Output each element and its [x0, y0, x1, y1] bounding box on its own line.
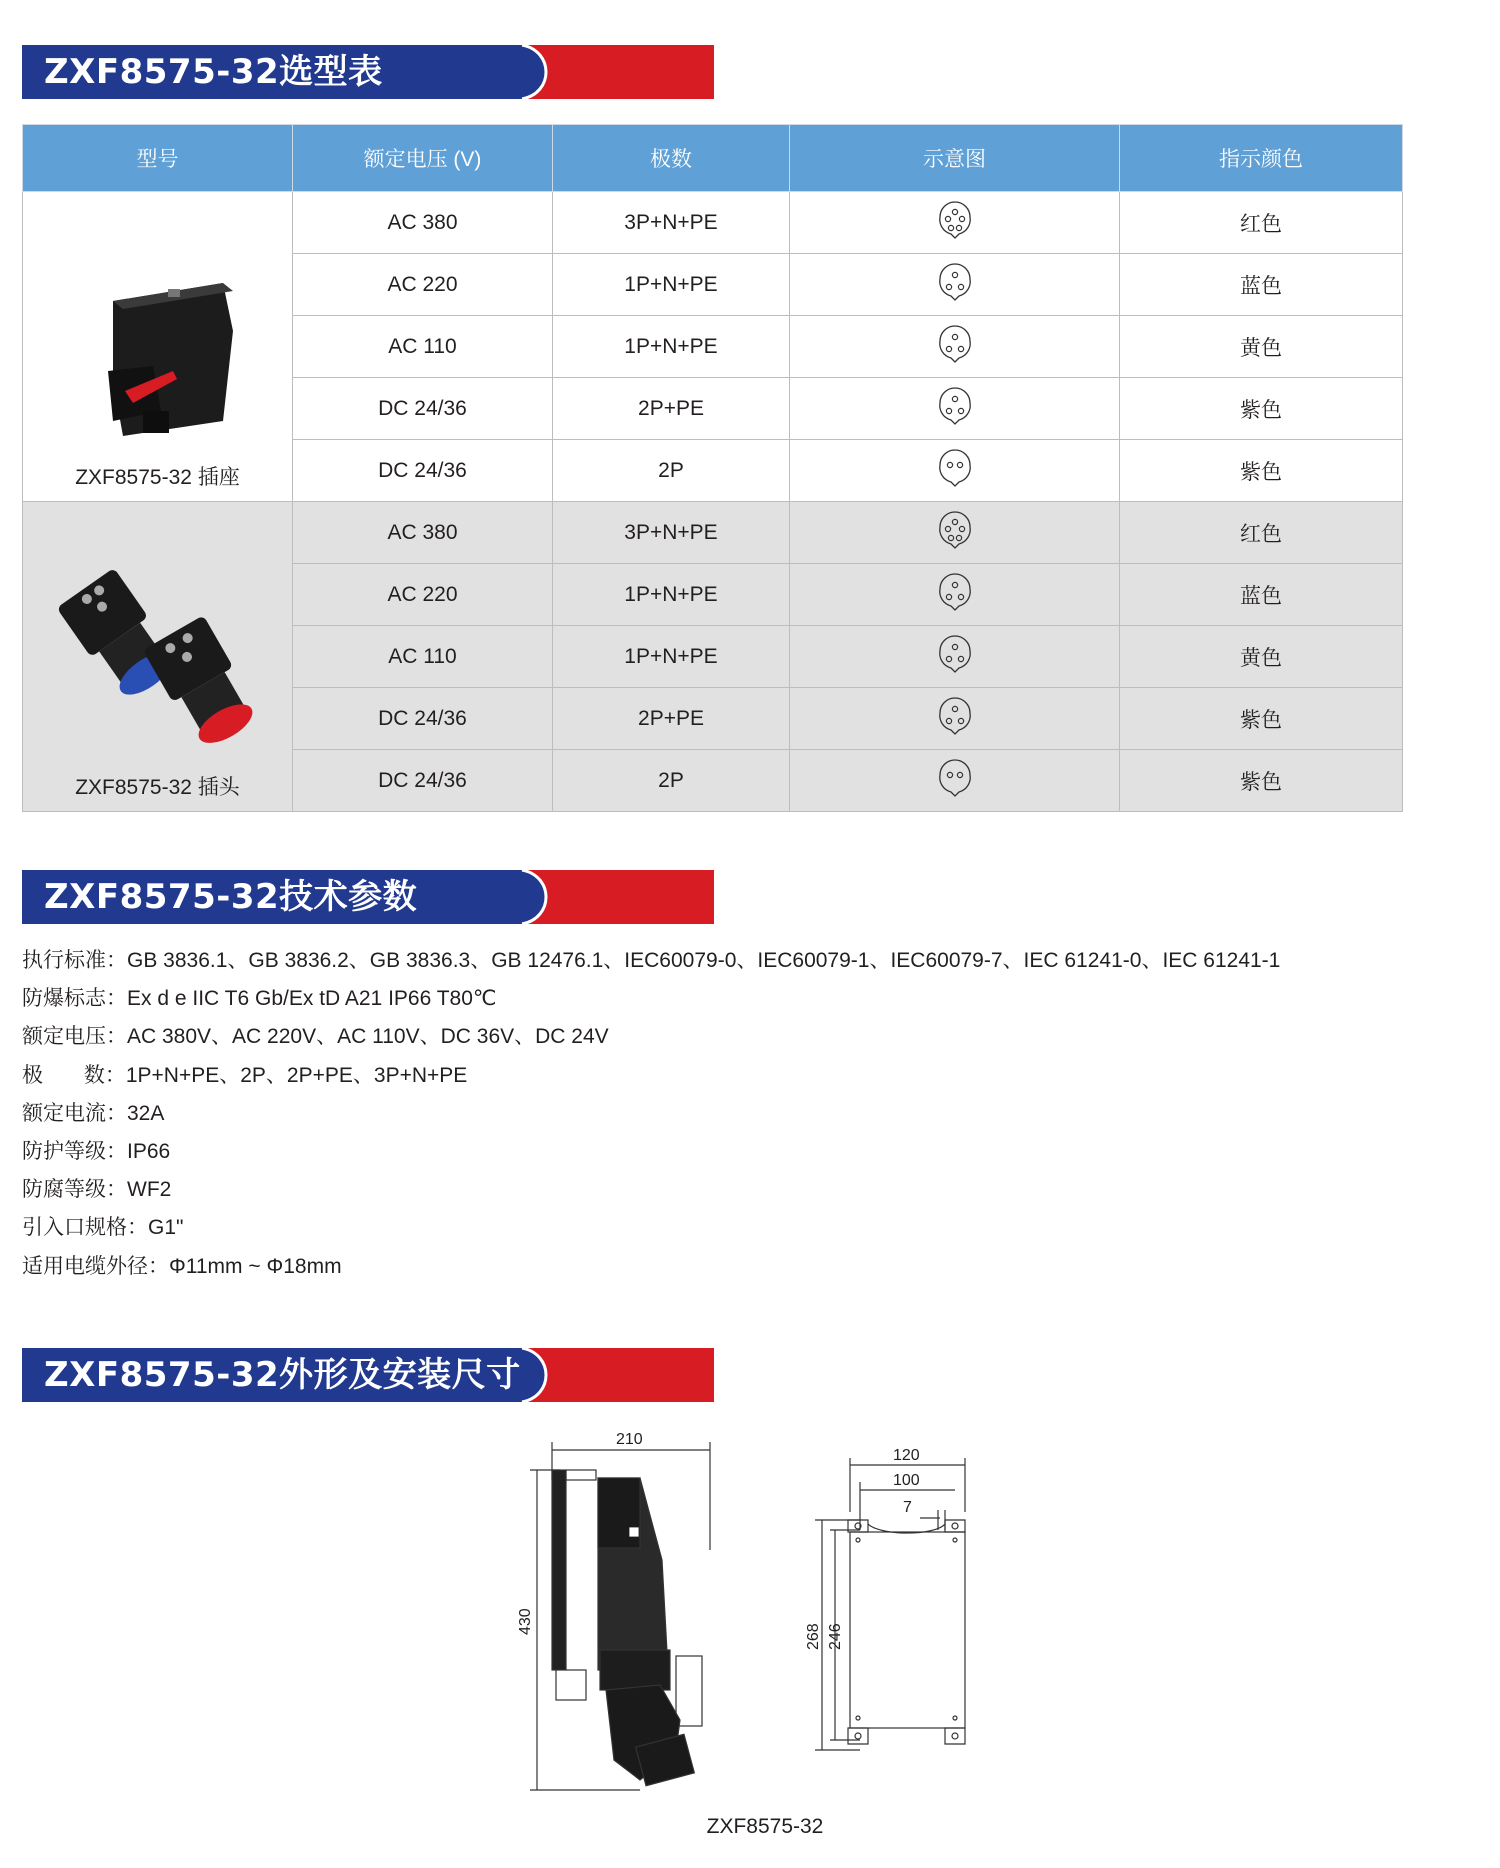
poles-cell: 2P+PE: [553, 378, 790, 440]
diagram-cell: [790, 440, 1120, 502]
dim-side-height: 430: [517, 1608, 534, 1635]
spec-value: 32A: [127, 1101, 165, 1125]
poles-cell: 1P+N+PE: [553, 564, 790, 626]
3-pin-icon: [935, 324, 975, 364]
spec-value: WF2: [127, 1178, 172, 1202]
header-voltage: 额定电压 (V): [293, 125, 553, 192]
diagram-cell: [790, 626, 1120, 688]
voltage-cell: DC 24/36: [293, 440, 553, 502]
spec-row: [22, 1133, 1422, 1171]
side-view-drawing: [530, 1442, 710, 1790]
header-poles: 极数: [553, 125, 790, 192]
spec-row: [22, 942, 1422, 980]
diagram-cell: [790, 192, 1120, 254]
product-cell: [23, 502, 293, 812]
poles-cell: 1P+N+PE: [553, 626, 790, 688]
diagram-cell: [790, 750, 1120, 812]
header-model: 型号: [23, 125, 293, 192]
section-banner-dimensions: [22, 1348, 714, 1402]
spec-value: Ex d e IIC T6 Gb/Ex tD A21 IP66 T80℃: [127, 987, 497, 1011]
diagram-cell: [790, 564, 1120, 626]
dim-mount-inner-height: 246: [827, 1623, 844, 1650]
2-pin-icon: [935, 758, 975, 798]
mounting-plate-drawing: [815, 1458, 965, 1750]
color-cell: 紫色: [1120, 378, 1403, 440]
color-cell: 黄色: [1120, 316, 1403, 378]
selection-table: [22, 124, 1403, 812]
poles-cell: 2P+PE: [553, 688, 790, 750]
spec-value: Φ11mm ~ Φ18mm: [169, 1254, 342, 1278]
voltage-cell: AC 110: [293, 626, 553, 688]
dimension-drawing: [0, 1420, 1500, 1840]
poles-cell: 3P+N+PE: [553, 502, 790, 564]
section-banner-selection: [22, 45, 714, 99]
dim-mount-slot: 7: [903, 1499, 912, 1516]
spec-row: [22, 1018, 1422, 1056]
color-cell: 蓝色: [1120, 564, 1403, 626]
product-label: ZXF8575-32 插座: [75, 466, 240, 489]
voltage-cell: DC 24/36: [293, 378, 553, 440]
spec-label: 额定电流：: [22, 1101, 127, 1125]
3-pin-icon: [935, 386, 975, 426]
voltage-cell: AC 380: [293, 192, 553, 254]
spec-label: 引入口规格：: [22, 1216, 148, 1240]
3-pin-icon: [935, 572, 975, 612]
poles-cell: 1P+N+PE: [553, 254, 790, 316]
section-title: ZXF8575-32技术参数: [44, 877, 418, 917]
voltage-cell: DC 24/36: [293, 750, 553, 812]
voltage-cell: AC 110: [293, 316, 553, 378]
diagram-cell: [790, 316, 1120, 378]
spec-label: 适用电缆外径：: [22, 1254, 169, 1278]
poles-cell: 1P+N+PE: [553, 316, 790, 378]
drawing-caption: ZXF8575-32: [706, 1815, 824, 1838]
voltage-cell: AC 220: [293, 254, 553, 316]
diagram-cell: [790, 502, 1120, 564]
2-pin-icon: [935, 448, 975, 488]
section-banner-tech: [22, 870, 714, 924]
spec-label: 防腐等级：: [22, 1178, 127, 1202]
spec-value: 1P+N+PE、2P、2P+PE、3P+N+PE: [125, 1063, 468, 1087]
color-cell: 蓝色: [1120, 254, 1403, 316]
spec-label: 额定电压：: [22, 1025, 127, 1049]
spec-label: 执行标准：: [22, 949, 127, 972]
spec-row: [22, 1171, 1422, 1209]
socket-box-image: [73, 271, 243, 451]
tech-specs-list: [22, 942, 1422, 1286]
dim-mount-outer-width: 120: [893, 1447, 920, 1464]
voltage-cell: AC 220: [293, 564, 553, 626]
spec-row: [22, 1248, 1422, 1286]
table-row: [23, 192, 1403, 254]
color-cell: 红色: [1120, 192, 1403, 254]
table-row: [23, 502, 1403, 564]
header-diagram: 示意图: [790, 125, 1120, 192]
spec-value: GB 3836.1、GB 3836.2、GB 3836.3、GB 12476.1、IEC60079-0、IEC60079-1、IEC60079-7、IEC 61241-0、IEC 61241-1: [127, 949, 1281, 972]
spec-value: AC 380V、AC 220V、AC 110V、DC 36V、DC 24V: [127, 1025, 609, 1049]
diagram-cell: [790, 378, 1120, 440]
color-cell: 红色: [1120, 502, 1403, 564]
3-pin-icon: [935, 634, 975, 674]
section-title: ZXF8575-32外形及安装尺寸: [44, 1355, 521, 1395]
plug-image: [58, 556, 258, 761]
dim-mount-inner-width: 100: [893, 1472, 920, 1489]
poles-cell: 2P: [553, 750, 790, 812]
spec-value: IP66: [127, 1140, 171, 1164]
product-cell: [23, 192, 293, 502]
voltage-cell: AC 380: [293, 502, 553, 564]
color-cell: 紫色: [1120, 440, 1403, 502]
color-cell: 紫色: [1120, 688, 1403, 750]
spec-label: 极 数：: [22, 1063, 126, 1087]
diagram-cell: [790, 254, 1120, 316]
color-cell: 黄色: [1120, 626, 1403, 688]
spec-row: [22, 980, 1422, 1018]
header-color: 指示颜色: [1120, 125, 1403, 192]
spec-row: [22, 1209, 1422, 1247]
spec-row: [22, 1057, 1422, 1095]
5-pin-icon: [935, 200, 975, 240]
3-pin-icon: [935, 696, 975, 736]
3-pin-icon: [935, 262, 975, 302]
dim-side-width: 210: [616, 1431, 643, 1448]
dim-mount-outer-height: 268: [805, 1623, 822, 1650]
diagram-cell: [790, 688, 1120, 750]
color-cell: 紫色: [1120, 750, 1403, 812]
spec-value: G1": [148, 1216, 184, 1240]
voltage-cell: DC 24/36: [293, 688, 553, 750]
poles-cell: 2P: [553, 440, 790, 502]
spec-label: 防爆标志：: [22, 987, 127, 1011]
table-header-row: [23, 125, 1403, 192]
5-pin-icon: [935, 510, 975, 550]
product-label: ZXF8575-32 插头: [75, 776, 240, 799]
poles-cell: 3P+N+PE: [553, 192, 790, 254]
section-title: ZXF8575-32选型表: [44, 52, 383, 92]
spec-label: 防护等级：: [22, 1140, 127, 1164]
spec-row: [22, 1095, 1422, 1133]
